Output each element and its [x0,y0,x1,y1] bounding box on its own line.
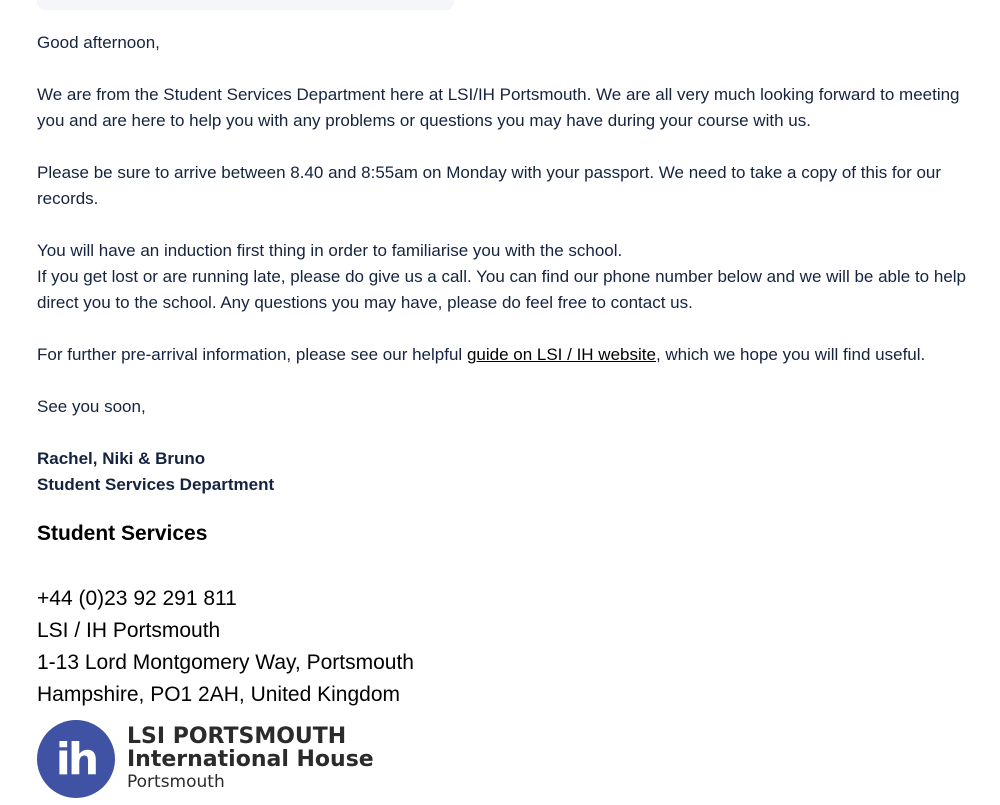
pre-arrival-paragraph [37,342,987,368]
signature-title: Student Services [37,522,208,545]
ih-logo-icon: ih [37,720,115,798]
signature-address-line1: 1-13 Lord Montgomery Way, Portsmouth [37,651,414,674]
sender-department: Student Services Department [37,475,275,494]
email-body [37,30,987,498]
sender-names: Rachel, Niki & Bruno [37,449,206,468]
logo-line-city: Portsmouth [127,771,225,792]
contact-paragraph: If you get lost or are running late, please do give us a call. You can find our phone number below and we will be able to help direct you to the school. Any questions you may have, please do feel free to contact us. [37,267,966,312]
logo-wordmark [127,725,374,794]
signature-org: LSI / IH Portsmouth [37,619,221,642]
guide-link[interactable]: guide on LSI / IH website [466,345,656,364]
logo-line-ih: International House [127,746,374,772]
closing-line: See you soon, [37,397,146,416]
intro-paragraph: We are from the Student Services Department here at LSI/IH Portsmouth. We are all very much looking forward to meeting you and are here to help you with any problems or questions you may have during your course with us. [37,85,960,130]
logo-line-lsi: LSI PORTSMOUTH [127,723,347,749]
lsi-portsmouth-logo [37,720,374,798]
induction-line: You will have an induction first thing in order to familiarise you with the school. [37,241,623,260]
arrival-paragraph: Please be sure to arrive between 8.40 and 8:55am on Monday with your passport. We need to take a copy of this for our records. [37,163,942,208]
pre-arrival-text: For further pre-arrival information, please see our helpful [37,345,467,364]
greeting: Good afternoon, [37,33,160,52]
signature-address-line2: Hampshire, PO1 2AH, United Kingdom [37,683,400,706]
quoted-header-strip [37,0,454,10]
signature-phone[interactable]: +44 (0)23 92 291 811 [37,587,237,610]
pre-arrival-text-end: , which we hope you will find useful. [655,345,926,364]
signature-contact [37,583,414,711]
